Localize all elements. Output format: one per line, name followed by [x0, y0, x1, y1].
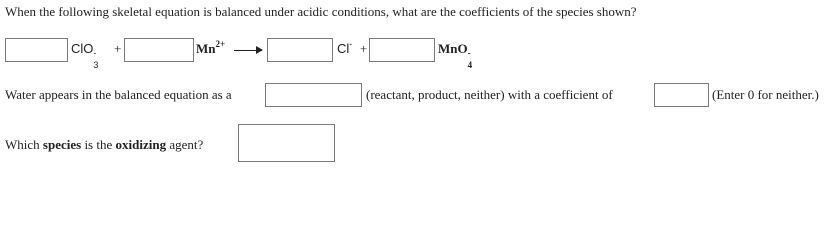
- species-chloride: Cl-: [337, 39, 353, 56]
- coefficient-input-permanganate[interactable]: [369, 38, 435, 62]
- oxidizing-agent-input[interactable]: [238, 124, 335, 162]
- coefficient-input-chloride[interactable]: [267, 38, 333, 62]
- plus-sign-left: +: [114, 41, 122, 56]
- coefficient-input-chlorate[interactable]: [5, 38, 68, 62]
- species-manganese-ion: $Mn^{2+}$: [196, 39, 226, 56]
- plus-sign-right: +: [360, 41, 368, 56]
- water-zero-hint: (Enter 0 for neither.): [712, 87, 819, 102]
- water-role-input[interactable]: [265, 83, 362, 107]
- reaction-arrow: [234, 50, 262, 51]
- question-text: When the following skeletal equation is balanced under acidic conditions, what are the coefficients of the species shown?: [5, 4, 637, 19]
- coefficient-input-manganese-ion[interactable]: [124, 38, 194, 62]
- water-prompt-text: Water appears in the balanced equation as a: [5, 87, 232, 102]
- water-coefficient-input[interactable]: [654, 83, 709, 107]
- species-permanganate: MnO - 4: [438, 41, 473, 70]
- oxidizing-agent-prompt: Which species is the oxidizing agent?: [5, 137, 204, 152]
- species-chlorate: ClO - 3: [71, 41, 99, 70]
- water-role-hint: (reactant, product, neither) with a coefficient of: [366, 87, 613, 102]
